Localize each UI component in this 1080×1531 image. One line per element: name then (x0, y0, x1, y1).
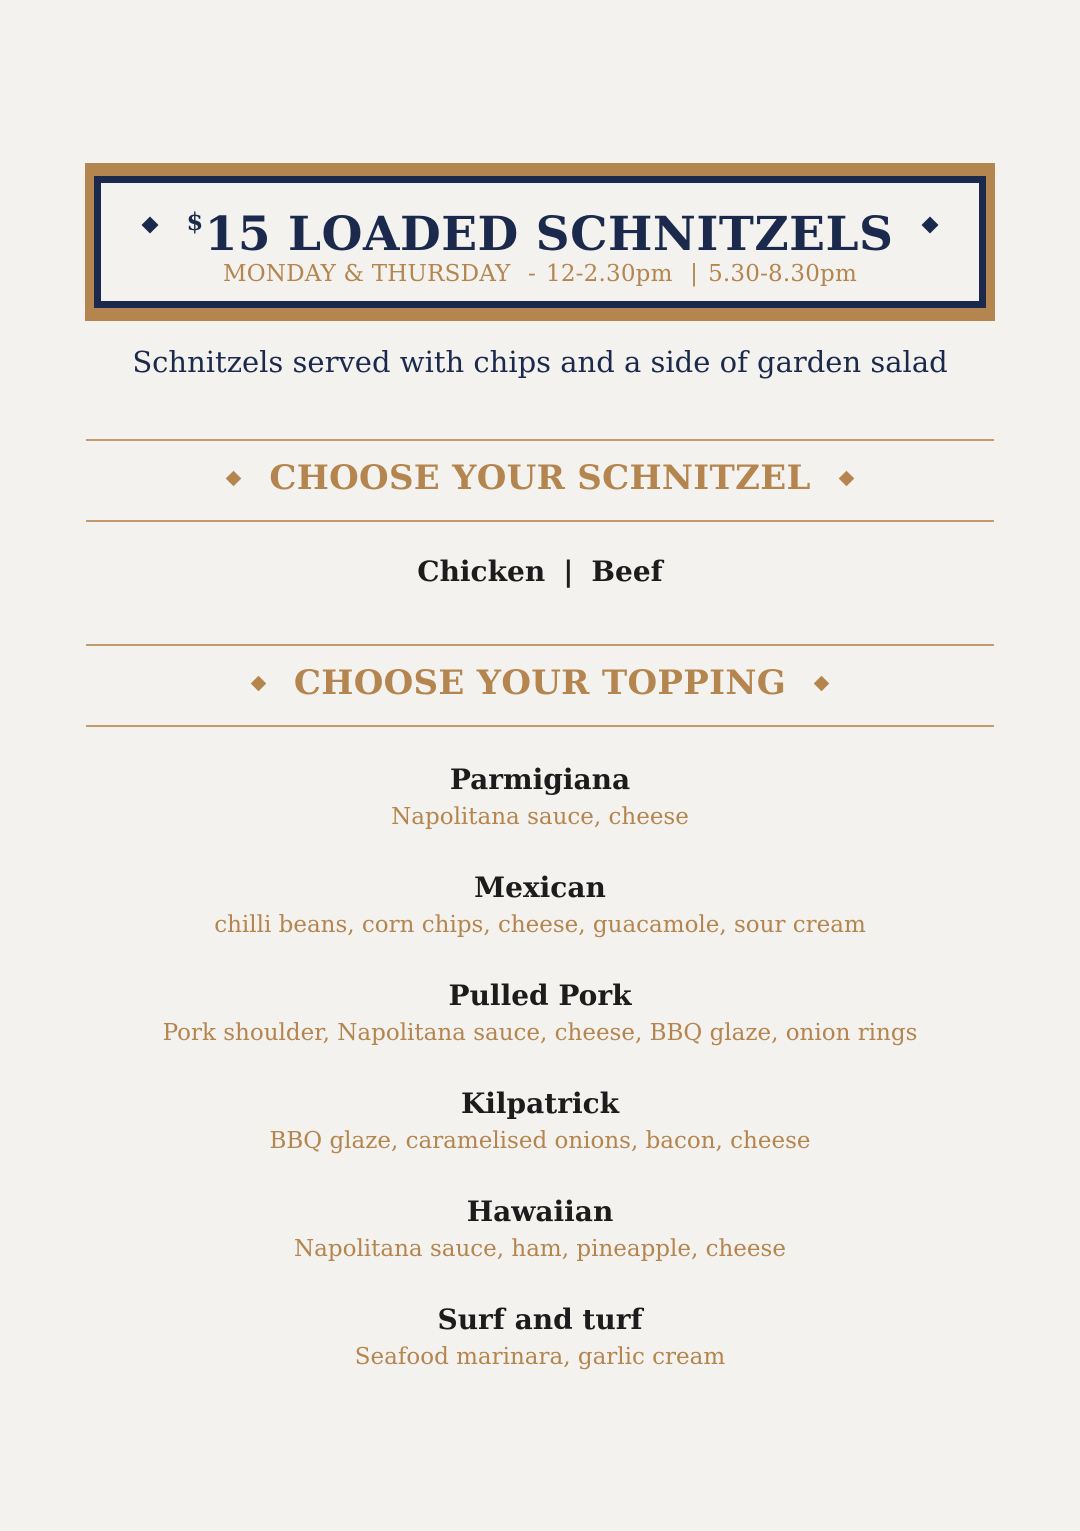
topping-name: Kilpatrick (460, 1087, 620, 1120)
topping-name: Hawaiian (466, 1195, 614, 1228)
topping-item (0, 868, 1080, 976)
topping-name: Mexican (474, 871, 606, 904)
title-banner-frame (94, 176, 986, 308)
option-chicken: Chicken (417, 555, 546, 588)
page-title (187, 207, 894, 262)
topping-name: Pulled Pork (448, 979, 632, 1012)
topping-description: Napolitana sauce, ham, pineapple, cheese (294, 1236, 786, 1262)
diamond-icon (838, 470, 854, 486)
section-heading-label: CHOOSE YOUR TOPPING (293, 663, 787, 703)
options-divider: | (563, 555, 574, 588)
schnitzel-options (0, 555, 1080, 588)
topping-description: Napolitana sauce, cheese (391, 804, 689, 830)
diamond-icon (251, 675, 267, 691)
option-beef: Beef (591, 555, 663, 588)
topping-name: Parmigiana (449, 763, 631, 796)
topping-section-heading (0, 663, 1080, 703)
topping-item (0, 760, 1080, 868)
section-divider (86, 520, 994, 522)
currency-symbol: $ (186, 207, 204, 236)
lunch-hours: 12-2.30pm (546, 261, 673, 287)
times-divider: | (690, 261, 699, 287)
title-banner (85, 163, 995, 321)
intro-text: Schnitzels served with chips and a side of garden salad (132, 345, 948, 379)
diamond-icon (226, 470, 242, 486)
page-title-text: 15 LOADED SCHNITZELS (204, 207, 894, 262)
topping-list (0, 760, 1080, 1408)
dinner-hours: 5.30-8.30pm (708, 261, 857, 287)
topping-item (0, 1084, 1080, 1192)
topping-item (0, 1192, 1080, 1300)
schnitzel-section-heading (0, 458, 1080, 498)
topping-description: Seafood marinara, garlic cream (354, 1344, 726, 1370)
section-heading-label: CHOOSE YOUR SCHNITZEL (269, 458, 811, 498)
diamond-icon (814, 675, 830, 691)
section-divider (86, 725, 994, 727)
topping-item (0, 1300, 1080, 1408)
topping-description: BBQ glaze, caramelised onions, bacon, cheese (269, 1128, 811, 1154)
service-days: MONDAY & THURSDAY (223, 261, 511, 287)
times-dash: - (528, 261, 536, 287)
section-divider (86, 644, 994, 646)
service-times (101, 261, 979, 287)
section-divider (86, 439, 994, 441)
topping-description: chilli beans, corn chips, cheese, guacamole, sour cream (214, 912, 866, 938)
topping-name: Surf and turf (437, 1303, 643, 1336)
topping-description: Pork shoulder, Napolitana sauce, cheese, BBQ glaze, onion rings (162, 1020, 918, 1046)
topping-item (0, 976, 1080, 1084)
